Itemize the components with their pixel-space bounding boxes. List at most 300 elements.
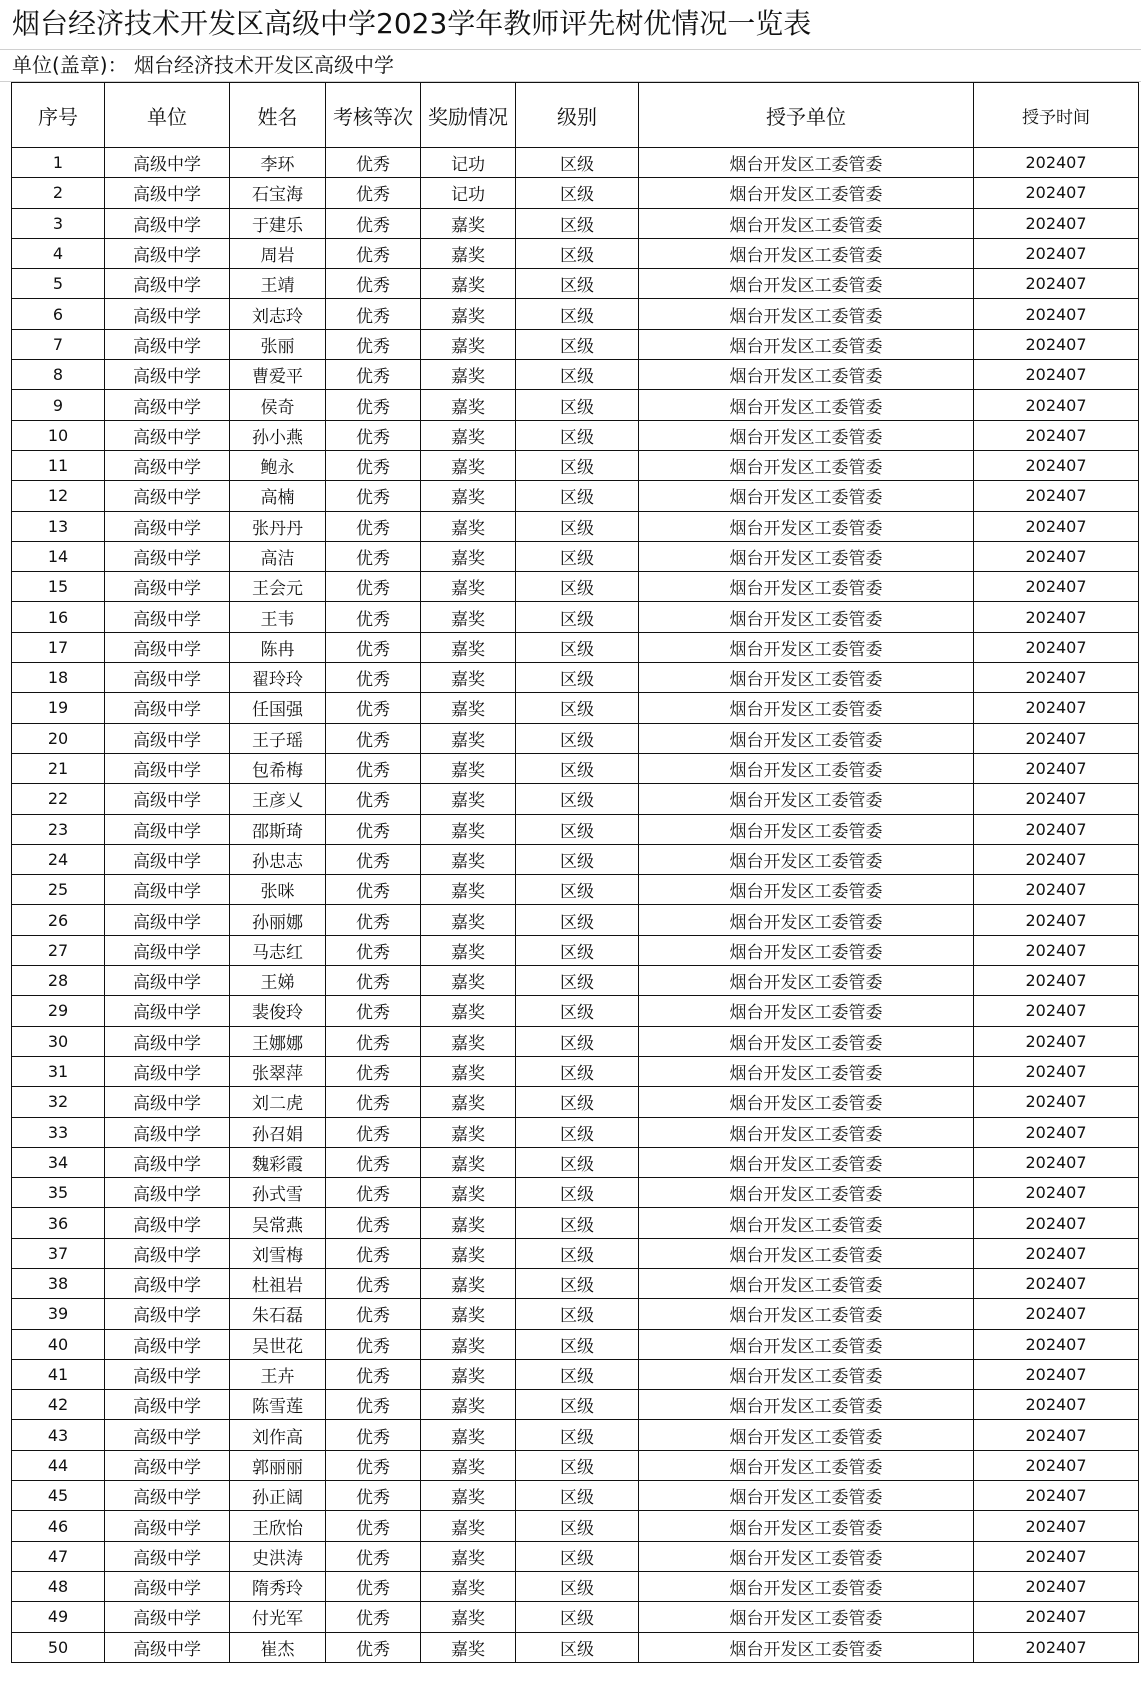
cell-level: 区级 (516, 875, 639, 905)
cell-level: 区级 (516, 541, 639, 571)
cell-unit: 高级中学 (105, 541, 230, 571)
cell-award: 嘉奖 (421, 1602, 516, 1632)
cell-name: 杜祖岩 (230, 1268, 326, 1298)
cell-rating: 优秀 (326, 1481, 421, 1511)
cell-name: 陈冉 (230, 632, 326, 662)
table-row (12, 602, 1139, 632)
cell-issuer: 烟台开发区工委管委 (639, 1602, 974, 1632)
cell-index: 13 (12, 511, 105, 541)
table-row (12, 753, 1139, 783)
cell-rating: 优秀 (326, 1087, 421, 1117)
cell-unit: 高级中学 (105, 1602, 230, 1632)
cell-name: 吴常燕 (230, 1208, 326, 1238)
cell-level: 区级 (516, 1420, 639, 1450)
cell-issuer: 烟台开发区工委管委 (639, 1208, 974, 1238)
cell-level: 区级 (516, 1359, 639, 1389)
table-row (12, 1147, 1139, 1177)
header-cell-date: 授予时间 (974, 83, 1139, 148)
cell-unit: 高级中学 (105, 602, 230, 632)
awards-table (11, 82, 1139, 1663)
cell-award: 嘉奖 (421, 208, 516, 238)
cell-rating: 优秀 (326, 269, 421, 299)
cell-index: 43 (12, 1420, 105, 1450)
cell-date: 202407 (974, 1208, 1139, 1238)
cell-name: 石宝海 (230, 178, 326, 208)
cell-date: 202407 (974, 1390, 1139, 1420)
cell-index: 9 (12, 390, 105, 420)
table-row (12, 1420, 1139, 1450)
cell-award: 嘉奖 (421, 1390, 516, 1420)
cell-level: 区级 (516, 511, 639, 541)
table-row (12, 1541, 1139, 1571)
cell-index: 10 (12, 420, 105, 450)
cell-date: 202407 (974, 663, 1139, 693)
cell-unit: 高级中学 (105, 1359, 230, 1389)
cell-issuer: 烟台开发区工委管委 (639, 663, 974, 693)
table-row (12, 966, 1139, 996)
cell-award: 嘉奖 (421, 238, 516, 268)
cell-index: 35 (12, 1178, 105, 1208)
cell-unit: 高级中学 (105, 1511, 230, 1541)
cell-level: 区级 (516, 269, 639, 299)
cell-unit: 高级中学 (105, 450, 230, 480)
cell-index: 16 (12, 602, 105, 632)
cell-unit: 高级中学 (105, 753, 230, 783)
cell-index: 11 (12, 450, 105, 480)
cell-issuer: 烟台开发区工委管委 (639, 1299, 974, 1329)
cell-date: 202407 (974, 1238, 1139, 1268)
cell-unit: 高级中学 (105, 935, 230, 965)
cell-date: 202407 (974, 844, 1139, 874)
cell-name: 曹爱平 (230, 360, 326, 390)
cell-date: 202407 (974, 1632, 1139, 1662)
cell-index: 26 (12, 905, 105, 935)
cell-name: 张丹丹 (230, 511, 326, 541)
cell-issuer: 烟台开发区工委管委 (639, 329, 974, 359)
cell-rating: 优秀 (326, 844, 421, 874)
cell-unit: 高级中学 (105, 1087, 230, 1117)
cell-date: 202407 (974, 1268, 1139, 1298)
cell-unit: 高级中学 (105, 632, 230, 662)
cell-name: 孙小燕 (230, 420, 326, 450)
table-row (12, 875, 1139, 905)
cell-name: 郭丽丽 (230, 1450, 326, 1480)
cell-index: 20 (12, 723, 105, 753)
cell-name: 孙召娟 (230, 1117, 326, 1147)
document-title: 烟台经济技术开发区高级中学2023学年教师评先树优情况一览表 (12, 7, 812, 40)
cell-name: 刘作高 (230, 1420, 326, 1450)
cell-award: 嘉奖 (421, 329, 516, 359)
cell-award: 嘉奖 (421, 723, 516, 753)
cell-level: 区级 (516, 148, 639, 178)
cell-award: 嘉奖 (421, 753, 516, 783)
cell-issuer: 烟台开发区工委管委 (639, 814, 974, 844)
cell-issuer: 烟台开发区工委管委 (639, 1268, 974, 1298)
cell-award: 嘉奖 (421, 450, 516, 480)
cell-level: 区级 (516, 693, 639, 723)
cell-unit: 高级中学 (105, 1420, 230, 1450)
cell-date: 202407 (974, 1299, 1139, 1329)
cell-index: 31 (12, 1056, 105, 1086)
cell-index: 40 (12, 1329, 105, 1359)
cell-rating: 优秀 (326, 996, 421, 1026)
cell-unit: 高级中学 (105, 784, 230, 814)
cell-index: 3 (12, 208, 105, 238)
cell-issuer: 烟台开发区工委管委 (639, 1511, 974, 1541)
cell-rating: 优秀 (326, 1117, 421, 1147)
cell-unit: 高级中学 (105, 1117, 230, 1147)
cell-index: 50 (12, 1632, 105, 1662)
cell-award: 嘉奖 (421, 1359, 516, 1389)
cell-issuer: 烟台开发区工委管委 (639, 1420, 974, 1450)
cell-rating: 优秀 (326, 1208, 421, 1238)
cell-award: 嘉奖 (421, 299, 516, 329)
cell-award: 嘉奖 (421, 966, 516, 996)
table-row (12, 1238, 1139, 1268)
cell-name: 付光军 (230, 1602, 326, 1632)
cell-index: 28 (12, 966, 105, 996)
cell-issuer: 烟台开发区工委管委 (639, 723, 974, 753)
cell-issuer: 烟台开发区工委管委 (639, 1632, 974, 1662)
cell-issuer: 烟台开发区工委管委 (639, 844, 974, 874)
cell-rating: 优秀 (326, 935, 421, 965)
cell-unit: 高级中学 (105, 693, 230, 723)
cell-award: 嘉奖 (421, 360, 516, 390)
table-row (12, 390, 1139, 420)
table-row (12, 1026, 1139, 1056)
cell-index: 41 (12, 1359, 105, 1389)
cell-level: 区级 (516, 1571, 639, 1601)
cell-date: 202407 (974, 511, 1139, 541)
cell-issuer: 烟台开发区工委管委 (639, 481, 974, 511)
cell-rating: 优秀 (326, 1571, 421, 1601)
cell-name: 邵斯琦 (230, 814, 326, 844)
cell-rating: 优秀 (326, 693, 421, 723)
cell-issuer: 烟台开发区工委管委 (639, 208, 974, 238)
header-row (12, 83, 1139, 148)
cell-level: 区级 (516, 1329, 639, 1359)
cell-rating: 优秀 (326, 420, 421, 450)
cell-issuer: 烟台开发区工委管委 (639, 1541, 974, 1571)
cell-issuer: 烟台开发区工委管委 (639, 1117, 974, 1147)
cell-level: 区级 (516, 178, 639, 208)
cell-index: 39 (12, 1299, 105, 1329)
cell-name: 侯奇 (230, 390, 326, 420)
cell-unit: 高级中学 (105, 723, 230, 753)
cell-date: 202407 (974, 238, 1139, 268)
cell-rating: 优秀 (326, 1147, 421, 1177)
cell-rating: 优秀 (326, 1450, 421, 1480)
cell-date: 202407 (974, 602, 1139, 632)
table-row (12, 1571, 1139, 1601)
table-row (12, 1359, 1139, 1389)
cell-rating: 优秀 (326, 1238, 421, 1268)
cell-date: 202407 (974, 1450, 1139, 1480)
cell-date: 202407 (974, 1056, 1139, 1086)
cell-award: 嘉奖 (421, 1026, 516, 1056)
cell-award: 嘉奖 (421, 1299, 516, 1329)
cell-date: 202407 (974, 875, 1139, 905)
cell-date: 202407 (974, 148, 1139, 178)
table-row (12, 996, 1139, 1026)
cell-award: 嘉奖 (421, 875, 516, 905)
cell-unit: 高级中学 (105, 1238, 230, 1268)
cell-date: 202407 (974, 1087, 1139, 1117)
cell-award: 嘉奖 (421, 1147, 516, 1177)
table-row (12, 1481, 1139, 1511)
cell-level: 区级 (516, 1238, 639, 1268)
cell-award: 嘉奖 (421, 844, 516, 874)
cell-issuer: 烟台开发区工委管委 (639, 1026, 974, 1056)
cell-award: 记功 (421, 178, 516, 208)
cell-rating: 优秀 (326, 238, 421, 268)
table-row (12, 935, 1139, 965)
cell-rating: 优秀 (326, 723, 421, 753)
cell-index: 23 (12, 814, 105, 844)
table-row (12, 1268, 1139, 1298)
cell-issuer: 烟台开发区工委管委 (639, 178, 974, 208)
header-cell-level: 级别 (516, 83, 639, 148)
cell-index: 25 (12, 875, 105, 905)
cell-award: 嘉奖 (421, 1541, 516, 1571)
cell-date: 202407 (974, 1359, 1139, 1389)
cell-name: 隋秀玲 (230, 1571, 326, 1601)
cell-index: 17 (12, 632, 105, 662)
cell-level: 区级 (516, 814, 639, 844)
header-cell-index: 序号 (12, 83, 105, 148)
table-row (12, 1056, 1139, 1086)
cell-name: 王韦 (230, 602, 326, 632)
cell-unit: 高级中学 (105, 1147, 230, 1177)
cell-name: 吴世花 (230, 1329, 326, 1359)
cell-award: 嘉奖 (421, 1420, 516, 1450)
table-row (12, 723, 1139, 753)
cell-award: 嘉奖 (421, 511, 516, 541)
cell-name: 王会元 (230, 572, 326, 602)
table-row (12, 1087, 1139, 1117)
cell-date: 202407 (974, 1511, 1139, 1541)
cell-unit: 高级中学 (105, 966, 230, 996)
cell-issuer: 烟台开发区工委管委 (639, 360, 974, 390)
cell-issuer: 烟台开发区工委管委 (639, 390, 974, 420)
cell-issuer: 烟台开发区工委管委 (639, 1147, 974, 1177)
table-row (12, 693, 1139, 723)
cell-level: 区级 (516, 420, 639, 450)
cell-index: 18 (12, 663, 105, 693)
cell-index: 33 (12, 1117, 105, 1147)
cell-issuer: 烟台开发区工委管委 (639, 420, 974, 450)
table-row (12, 178, 1139, 208)
cell-unit: 高级中学 (105, 875, 230, 905)
cell-rating: 优秀 (326, 1632, 421, 1662)
cell-unit: 高级中学 (105, 1390, 230, 1420)
table-row (12, 905, 1139, 935)
cell-issuer: 烟台开发区工委管委 (639, 905, 974, 935)
cell-level: 区级 (516, 1541, 639, 1571)
cell-name: 刘二虎 (230, 1087, 326, 1117)
cell-unit: 高级中学 (105, 1299, 230, 1329)
table-row (12, 814, 1139, 844)
cell-level: 区级 (516, 1147, 639, 1177)
cell-name: 刘雪梅 (230, 1238, 326, 1268)
cell-name: 翟玲玲 (230, 663, 326, 693)
cell-issuer: 烟台开发区工委管委 (639, 632, 974, 662)
cell-index: 30 (12, 1026, 105, 1056)
cell-level: 区级 (516, 632, 639, 662)
cell-rating: 优秀 (326, 572, 421, 602)
table-row (12, 1602, 1139, 1632)
cell-name: 张丽 (230, 329, 326, 359)
cell-level: 区级 (516, 360, 639, 390)
cell-rating: 优秀 (326, 602, 421, 632)
cell-level: 区级 (516, 450, 639, 480)
cell-name: 张翠萍 (230, 1056, 326, 1086)
cell-rating: 优秀 (326, 1178, 421, 1208)
cell-index: 5 (12, 269, 105, 299)
cell-issuer: 烟台开发区工委管委 (639, 269, 974, 299)
cell-issuer: 烟台开发区工委管委 (639, 1178, 974, 1208)
cell-index: 49 (12, 1602, 105, 1632)
cell-award: 嘉奖 (421, 632, 516, 662)
unit-stamp-line: 单位(盖章)： 烟台经济技术开发区高级中学 (12, 53, 394, 77)
cell-date: 202407 (974, 178, 1139, 208)
cell-date: 202407 (974, 420, 1139, 450)
cell-name: 孙丽娜 (230, 905, 326, 935)
cell-unit: 高级中学 (105, 420, 230, 450)
table-row (12, 360, 1139, 390)
table-row (12, 148, 1139, 178)
cell-award: 嘉奖 (421, 784, 516, 814)
cell-name: 王娜娜 (230, 1026, 326, 1056)
cell-unit: 高级中学 (105, 1178, 230, 1208)
table-body (12, 148, 1139, 1663)
cell-issuer: 烟台开发区工委管委 (639, 1390, 974, 1420)
cell-unit: 高级中学 (105, 511, 230, 541)
table-row (12, 208, 1139, 238)
cell-issuer: 烟台开发区工委管委 (639, 1329, 974, 1359)
cell-name: 朱石磊 (230, 1299, 326, 1329)
cell-rating: 优秀 (326, 511, 421, 541)
cell-issuer: 烟台开发区工委管委 (639, 1087, 974, 1117)
cell-date: 202407 (974, 1026, 1139, 1056)
cell-date: 202407 (974, 481, 1139, 511)
cell-award: 嘉奖 (421, 996, 516, 1026)
cell-issuer: 烟台开发区工委管委 (639, 541, 974, 571)
cell-rating: 优秀 (326, 875, 421, 905)
cell-unit: 高级中学 (105, 148, 230, 178)
cell-date: 202407 (974, 329, 1139, 359)
cell-issuer: 烟台开发区工委管委 (639, 1481, 974, 1511)
cell-unit: 高级中学 (105, 481, 230, 511)
cell-index: 46 (12, 1511, 105, 1541)
table-row (12, 1511, 1139, 1541)
cell-issuer: 烟台开发区工委管委 (639, 238, 974, 268)
cell-name: 马志红 (230, 935, 326, 965)
cell-award: 嘉奖 (421, 1450, 516, 1480)
cell-name: 李环 (230, 148, 326, 178)
cell-level: 区级 (516, 208, 639, 238)
cell-index: 29 (12, 996, 105, 1026)
cell-name: 任国强 (230, 693, 326, 723)
cell-issuer: 烟台开发区工委管委 (639, 784, 974, 814)
cell-name: 孙正阔 (230, 1481, 326, 1511)
cell-index: 27 (12, 935, 105, 965)
cell-award: 嘉奖 (421, 693, 516, 723)
table-row (12, 420, 1139, 450)
cell-date: 202407 (974, 269, 1139, 299)
table-row (12, 572, 1139, 602)
cell-index: 19 (12, 693, 105, 723)
table-row (12, 450, 1139, 480)
cell-unit: 高级中学 (105, 1571, 230, 1601)
cell-date: 202407 (974, 208, 1139, 238)
cell-rating: 优秀 (326, 1420, 421, 1450)
cell-name: 张咪 (230, 875, 326, 905)
cell-index: 24 (12, 844, 105, 874)
cell-date: 202407 (974, 1117, 1139, 1147)
cell-unit: 高级中学 (105, 905, 230, 935)
cell-level: 区级 (516, 1026, 639, 1056)
cell-award: 嘉奖 (421, 1632, 516, 1662)
cell-index: 6 (12, 299, 105, 329)
cell-date: 202407 (974, 541, 1139, 571)
cell-level: 区级 (516, 996, 639, 1026)
table-row (12, 1208, 1139, 1238)
cell-rating: 优秀 (326, 1602, 421, 1632)
table-row (12, 1390, 1139, 1420)
cell-level: 区级 (516, 1208, 639, 1238)
cell-award: 嘉奖 (421, 1056, 516, 1086)
cell-award: 嘉奖 (421, 663, 516, 693)
cell-issuer: 烟台开发区工委管委 (639, 572, 974, 602)
cell-date: 202407 (974, 632, 1139, 662)
cell-rating: 优秀 (326, 1026, 421, 1056)
cell-date: 202407 (974, 693, 1139, 723)
cell-level: 区级 (516, 299, 639, 329)
cell-unit: 高级中学 (105, 996, 230, 1026)
cell-level: 区级 (516, 844, 639, 874)
cell-index: 44 (12, 1450, 105, 1480)
cell-rating: 优秀 (326, 178, 421, 208)
cell-award: 记功 (421, 148, 516, 178)
table-row (12, 1632, 1139, 1662)
header-cell-name: 姓名 (230, 83, 326, 148)
table-row (12, 1329, 1139, 1359)
cell-date: 202407 (974, 996, 1139, 1026)
table-row (12, 1178, 1139, 1208)
cell-rating: 优秀 (326, 1329, 421, 1359)
cell-award: 嘉奖 (421, 1481, 516, 1511)
cell-award: 嘉奖 (421, 1329, 516, 1359)
cell-level: 区级 (516, 723, 639, 753)
cell-name: 高洁 (230, 541, 326, 571)
cell-level: 区级 (516, 1056, 639, 1086)
cell-date: 202407 (974, 572, 1139, 602)
cell-unit: 高级中学 (105, 238, 230, 268)
cell-date: 202407 (974, 450, 1139, 480)
cell-index: 37 (12, 1238, 105, 1268)
cell-award: 嘉奖 (421, 390, 516, 420)
cell-award: 嘉奖 (421, 1511, 516, 1541)
cell-award: 嘉奖 (421, 905, 516, 935)
cell-unit: 高级中学 (105, 208, 230, 238)
cell-level: 区级 (516, 1268, 639, 1298)
cell-award: 嘉奖 (421, 269, 516, 299)
cell-issuer: 烟台开发区工委管委 (639, 1238, 974, 1268)
cell-rating: 优秀 (326, 450, 421, 480)
cell-date: 202407 (974, 1541, 1139, 1571)
cell-name: 王子瑶 (230, 723, 326, 753)
